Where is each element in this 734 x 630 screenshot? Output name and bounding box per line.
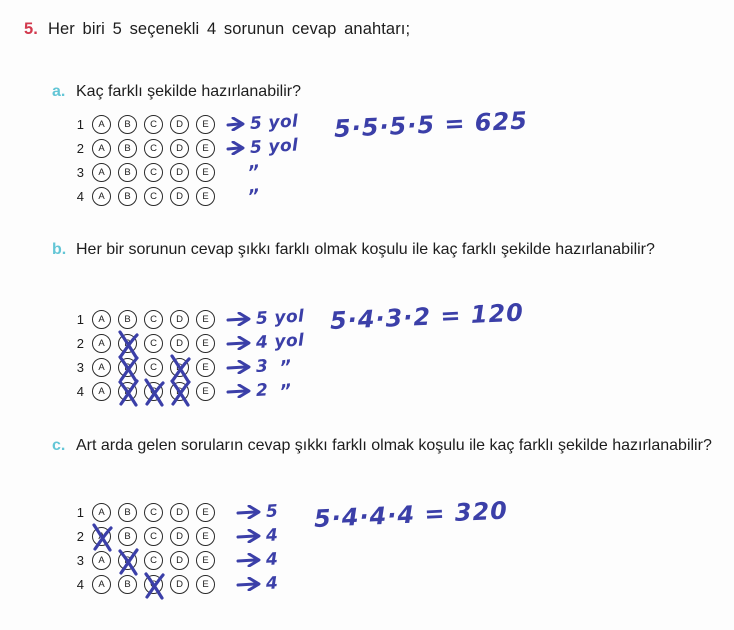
bubble-group <box>92 382 222 401</box>
arrow-icon <box>236 553 262 567</box>
answer-row-number: 4 <box>76 576 84 592</box>
answer-bubble-b[interactable]: B <box>118 334 137 353</box>
answer-bubble-c[interactable]: C <box>144 163 163 182</box>
answer-bubble-d[interactable]: D <box>170 382 189 401</box>
cross-out-mark <box>141 377 168 408</box>
part-a-letter: a. <box>52 83 66 100</box>
part-b-letter: b. <box>52 241 67 258</box>
answer-bubble-e[interactable]: E <box>196 139 215 158</box>
ditto-mark: ” <box>278 355 294 379</box>
answer-bubble-a[interactable]: A <box>92 310 111 329</box>
arrow-icon <box>226 117 246 131</box>
row-note-group <box>226 357 292 378</box>
handwritten-calculation-a: 5·5·5·5 = 625 <box>333 106 529 143</box>
part-c-heading <box>52 434 720 457</box>
row-note-group <box>226 111 299 134</box>
handwritten-calculation-c: 5·4·4·4 = 320 <box>313 496 509 533</box>
answer-bubble-e[interactable]: E <box>196 382 215 401</box>
question-heading <box>24 20 410 39</box>
answer-row-number: 3 <box>76 359 84 375</box>
answer-bubble-d[interactable]: D <box>170 163 189 182</box>
answer-bubble-b[interactable]: B <box>118 115 137 134</box>
answer-row <box>68 379 304 403</box>
answer-bubble-a[interactable]: A <box>92 115 111 134</box>
arrow-icon <box>236 529 262 543</box>
answer-bubble-e[interactable]: E <box>196 187 215 206</box>
answer-row-number: 3 <box>76 164 84 180</box>
part-b-text: Her bir sorunun cevap şıkkı farklı olmak koşulu ile kaç farklı şekilde hazırlanabilir? <box>76 241 655 258</box>
row-note-group <box>236 526 278 546</box>
answer-bubble-b[interactable]: B <box>118 575 137 594</box>
bubble-group <box>92 551 222 570</box>
bubble-group <box>92 139 222 158</box>
answer-bubble-c[interactable]: C <box>144 334 163 353</box>
arrow-icon <box>226 360 252 374</box>
part-b <box>52 238 720 261</box>
answer-grid-c <box>68 500 278 596</box>
answer-row <box>68 136 298 160</box>
answer-bubble-c[interactable]: C <box>144 139 163 158</box>
answer-bubble-b[interactable]: B <box>118 163 137 182</box>
part-c-letter: c. <box>52 437 66 454</box>
bubble-group <box>92 115 222 134</box>
answer-row <box>68 160 298 184</box>
answer-bubble-e[interactable]: E <box>196 115 215 134</box>
answer-row <box>68 548 278 572</box>
row-note-group <box>226 330 305 353</box>
row-note-text: 5 yol <box>255 306 305 329</box>
answer-bubble-b[interactable]: B <box>118 310 137 329</box>
arrow-icon <box>236 577 262 591</box>
row-note-text: 5 yol <box>249 111 299 134</box>
answer-grid-b <box>68 307 304 403</box>
row-note-text: 4 <box>265 525 279 546</box>
row-note-text: 4 <box>265 573 279 594</box>
arrow-icon <box>226 384 252 398</box>
answer-bubble-b[interactable]: B <box>118 382 137 401</box>
part-b-heading <box>52 238 720 261</box>
answer-bubble-c[interactable]: C <box>144 503 163 522</box>
bubble-group <box>92 310 222 329</box>
part-c <box>52 434 720 457</box>
answer-bubble-a[interactable]: A <box>92 551 111 570</box>
bubble-group <box>92 575 222 594</box>
answer-bubble-e[interactable]: E <box>196 527 215 546</box>
answer-bubble-d[interactable]: D <box>170 575 189 594</box>
arrow-icon <box>236 505 262 519</box>
row-note-group <box>226 306 305 329</box>
answer-bubble-a[interactable]: A <box>92 575 111 594</box>
row-note-group <box>226 381 292 402</box>
answer-row <box>68 355 304 379</box>
answer-bubble-c[interactable]: C <box>144 527 163 546</box>
answer-row <box>68 112 298 136</box>
part-a-heading <box>52 80 720 103</box>
answer-row-number: 3 <box>76 552 84 568</box>
answer-bubble-d[interactable]: D <box>170 527 189 546</box>
answer-bubble-b[interactable]: B <box>118 187 137 206</box>
answer-bubble-a[interactable]: A <box>92 139 111 158</box>
arrow-icon <box>226 336 252 350</box>
answer-bubble-b[interactable]: B <box>118 139 137 158</box>
answer-bubble-a[interactable]: A <box>92 382 111 401</box>
answer-row-number: 4 <box>76 383 84 399</box>
bubble-group <box>92 334 222 353</box>
answer-row <box>68 572 278 596</box>
answer-bubble-d[interactable]: D <box>170 334 189 353</box>
answer-bubble-e[interactable]: E <box>196 163 215 182</box>
answer-row-number: 1 <box>76 504 84 520</box>
part-a-text: Kaç farklı şekilde hazırlanabilir? <box>76 83 301 100</box>
answer-bubble-c[interactable]: C <box>144 115 163 134</box>
cross-out-mark <box>167 377 194 408</box>
answer-row-number: 2 <box>76 140 84 156</box>
part-a <box>52 80 720 103</box>
row-note-text: 4 <box>265 549 279 570</box>
handwritten-calculation-b: 5·4·3·2 = 120 <box>329 298 525 335</box>
answer-row-number: 1 <box>76 311 84 327</box>
answer-bubble-b[interactable]: B <box>118 358 137 377</box>
answer-bubble-d[interactable]: D <box>170 358 189 377</box>
answer-bubble-e[interactable]: E <box>196 334 215 353</box>
answer-bubble-e[interactable]: E <box>196 575 215 594</box>
answer-bubble-e[interactable]: E <box>196 310 215 329</box>
answer-bubble-e[interactable]: E <box>196 551 215 570</box>
answer-row <box>68 524 278 548</box>
answer-bubble-c[interactable]: C <box>144 382 163 401</box>
answer-bubble-a[interactable]: A <box>92 187 111 206</box>
question-text: Her biri 5 seçenekli 4 sorunun cevap anahtarı; <box>47 20 411 38</box>
bubble-group <box>92 527 222 546</box>
answer-row <box>68 307 304 331</box>
answer-bubble-d[interactable]: D <box>170 310 189 329</box>
answer-bubble-d[interactable]: D <box>170 139 189 158</box>
bubble-group <box>92 163 222 182</box>
row-note-text: 3 <box>255 356 269 377</box>
answer-bubble-c[interactable]: C <box>144 575 163 594</box>
answer-row <box>68 184 298 208</box>
ditto-mark: ” <box>246 184 261 208</box>
answer-bubble-a[interactable]: A <box>92 527 111 546</box>
answer-bubble-b[interactable]: B <box>118 527 137 546</box>
answer-bubble-d[interactable]: D <box>170 503 189 522</box>
answer-bubble-c[interactable]: C <box>144 551 163 570</box>
ditto-mark: ” <box>246 160 261 184</box>
answer-row <box>68 500 278 524</box>
answer-row-number: 1 <box>76 116 84 132</box>
answer-bubble-c[interactable]: C <box>144 358 163 377</box>
answer-bubble-d[interactable]: D <box>170 551 189 570</box>
answer-bubble-d[interactable]: D <box>170 115 189 134</box>
cross-out-mark <box>115 377 142 408</box>
row-note-text: 5 <box>265 501 279 522</box>
row-note-group <box>236 550 278 570</box>
answer-grid-a <box>68 112 298 208</box>
answer-bubble-d[interactable]: D <box>170 187 189 206</box>
row-note-text: 5 yol <box>249 135 299 158</box>
answer-bubble-b[interactable]: B <box>118 551 137 570</box>
cross-out-mark <box>141 570 168 601</box>
answer-bubble-e[interactable]: E <box>196 358 215 377</box>
row-note-group <box>226 135 299 158</box>
part-c-text: Art arda gelen soruların cevap şıkkı farklı olmak koşulu ile kaç farklı şekilde hazırlanabilir? <box>76 437 712 454</box>
bubble-group <box>92 358 222 377</box>
row-note-group <box>236 502 278 522</box>
answer-bubble-e[interactable]: E <box>196 503 215 522</box>
answer-row <box>68 331 304 355</box>
answer-bubble-c[interactable]: C <box>144 310 163 329</box>
row-note-group <box>236 574 278 594</box>
answer-bubble-c[interactable]: C <box>144 187 163 206</box>
arrow-icon <box>226 141 246 155</box>
row-note-text: 2 <box>255 380 269 401</box>
answer-bubble-a[interactable]: A <box>92 334 111 353</box>
question-number: 5. <box>24 20 38 38</box>
row-note-text: 4 yol <box>255 330 305 353</box>
answer-bubble-a[interactable]: A <box>92 163 111 182</box>
answer-row-number: 2 <box>76 528 84 544</box>
answer-row-number: 2 <box>76 335 84 351</box>
answer-row-number: 4 <box>76 188 84 204</box>
ditto-mark: ” <box>278 379 294 403</box>
answer-bubble-a[interactable]: A <box>92 358 111 377</box>
answer-bubble-b[interactable]: B <box>118 503 137 522</box>
bubble-group <box>92 503 222 522</box>
arrow-icon <box>226 312 252 326</box>
bubble-group <box>92 187 222 206</box>
answer-bubble-a[interactable]: A <box>92 503 111 522</box>
